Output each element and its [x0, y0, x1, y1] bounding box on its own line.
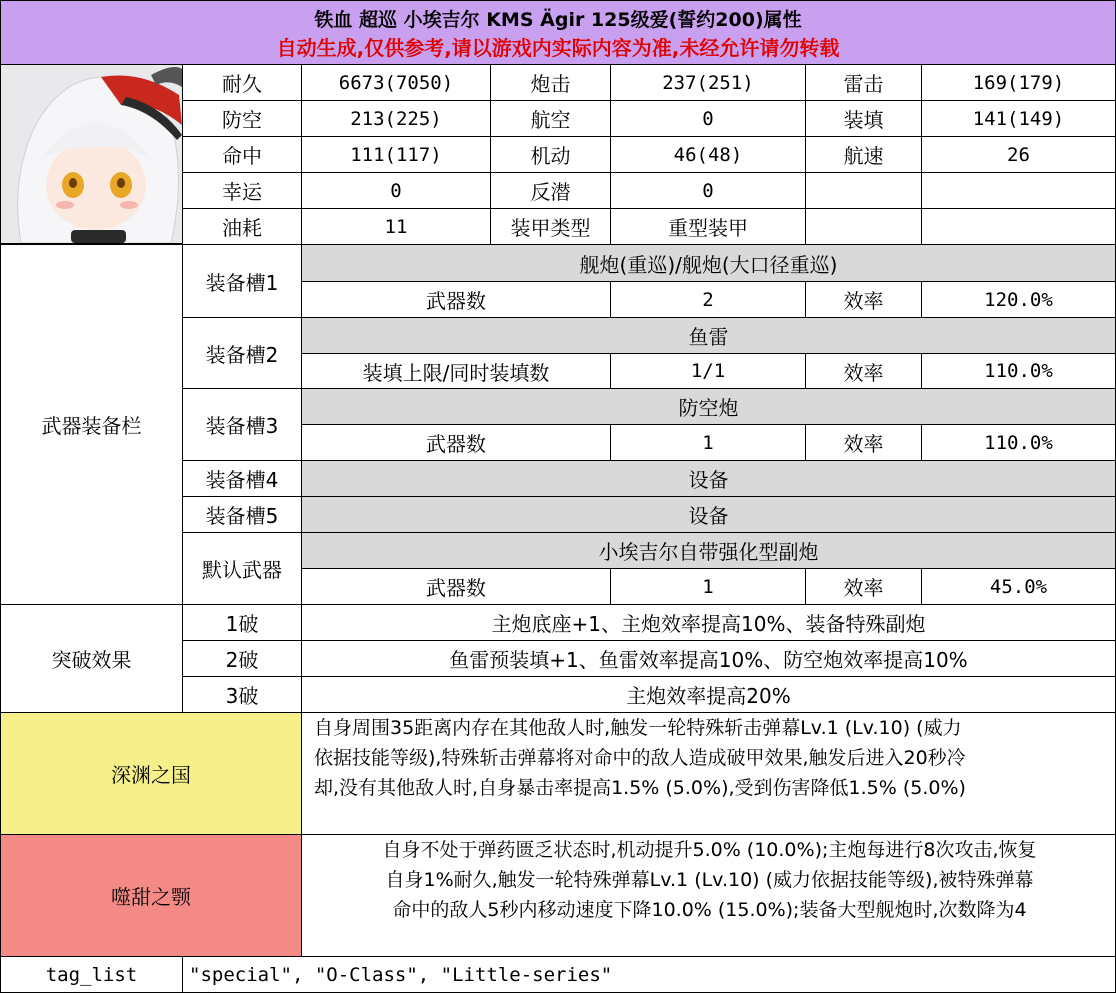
empty-cell [805, 208, 922, 245]
efficiency-label: 效率 [805, 353, 922, 389]
equipment-slot-name: 装备槽4 [182, 460, 302, 497]
character-portrait-icon [1, 65, 182, 243]
equipment-slot-type: 防空炮 [301, 388, 1116, 425]
skill-name: 深渊之国 [0, 712, 302, 835]
breakthrough-effect: 主炮底座+1、主炮效率提高10%、装备特殊副炮 [301, 604, 1116, 641]
stat-label: 反潜 [490, 172, 611, 209]
empty-cell [805, 172, 922, 209]
breakthrough-level: 1破 [182, 604, 302, 641]
efficiency-value: 120.0% [921, 281, 1116, 318]
stat-label: 航速 [805, 136, 922, 173]
stat-value: 111(117) [301, 136, 491, 173]
stat-label: 装填 [805, 100, 922, 137]
equipment-param-label: 装填上限/同时装填数 [301, 353, 611, 389]
stat-value: 0 [301, 172, 491, 209]
stat-value: 6673(7050) [301, 64, 491, 101]
efficiency-label: 效率 [805, 281, 922, 318]
stat-label: 耐久 [182, 64, 302, 101]
equipment-slot-name: 装备槽2 [182, 317, 302, 389]
tag-list-value: "special", "O-Class", "Little-series" [182, 956, 1116, 993]
stat-value: 237(251) [610, 64, 806, 101]
equipment-param-value: 2 [610, 281, 806, 318]
skill-description-line: 自身不处于弹药匮乏状态时,机动提升5.0% (10.0%);主炮每进行8次攻击,恢复 [382, 839, 1037, 861]
skill-description-line: 却,没有其他敌人时,自身暴击率提高1.5% (5.0%),受到伤害降低1.5% (5.0%) [314, 777, 966, 799]
skill-description-line: 自身1%耐久,触发一轮特殊弹幕Lv.1 (Lv.10) (威力依据技能等级),被特殊弹幕 [385, 869, 1034, 891]
breakthrough-level: 2破 [182, 640, 302, 677]
stat-label: 油耗 [182, 208, 302, 245]
efficiency-label: 效率 [805, 568, 922, 605]
efficiency-value: 110.0% [921, 424, 1116, 461]
equipment-param-label: 武器数 [301, 424, 611, 461]
equipment-slot-type: 小埃吉尔自带强化型副炮 [301, 532, 1116, 569]
stat-label: 防空 [182, 100, 302, 137]
efficiency-label: 效率 [805, 424, 922, 461]
skill-description [301, 712, 1116, 835]
equipment-slot-name: 默认武器 [182, 532, 302, 605]
character-portrait [0, 64, 183, 244]
equipment-slot-name: 装备槽5 [182, 496, 302, 533]
equipment-slot-type: 设备 [301, 496, 1116, 533]
tag-list-label: tag_list [0, 956, 183, 993]
empty-cell [921, 172, 1116, 209]
breakthrough-effect: 鱼雷预装填+1、鱼雷效率提高10%、防空炮效率提高10% [301, 640, 1116, 677]
stat-value: 11 [301, 208, 491, 245]
stat-label: 幸运 [182, 172, 302, 209]
notice-text: 自动生成,仅供参考,请以游戏内实际内容为准,未经允许请勿转载 [276, 35, 840, 60]
equipment-param-value: 1 [610, 424, 806, 461]
skill-description-line: 自身周围35距离内存在其他敌人时,触发一轮特殊斩击弹幕Lv.1 (Lv.10) (威力 [314, 717, 962, 739]
stat-value: 141(149) [921, 100, 1116, 137]
page-title: 铁血 超巡 小埃吉尔 KMS Ägir 125级爱(誓约200)属性 [314, 8, 802, 31]
stat-label: 炮击 [490, 64, 611, 101]
stat-value: 213(225) [301, 100, 491, 137]
stat-value: 0 [610, 172, 806, 209]
stat-label: 航空 [490, 100, 611, 137]
skill-description-line: 命中的敌人5秒内移动速度下降10.0% (15.0%);装备大型舰炮时,次数降为4 [392, 899, 1027, 921]
breakthrough-level: 3破 [182, 676, 302, 713]
stat-value: 169(179) [921, 64, 1116, 101]
stat-value: 26 [921, 136, 1116, 173]
stat-label: 命中 [182, 136, 302, 173]
equipment-slot-type: 鱼雷 [301, 317, 1116, 354]
stat-value: 0 [610, 100, 806, 137]
breakthrough-effect: 主炮效率提高20% [301, 676, 1116, 713]
equipment-slot-type: 舰炮(重巡)/舰炮(大口径重巡) [301, 244, 1116, 282]
equipment-slot-name: 装备槽3 [182, 388, 302, 461]
equipment-slot-name: 装备槽1 [182, 244, 302, 318]
stat-value: 重型装甲 [610, 208, 806, 245]
stat-label: 雷击 [805, 64, 922, 101]
empty-cell [921, 208, 1116, 245]
equipment-param-label: 武器数 [301, 568, 611, 605]
stat-value: 46(48) [610, 136, 806, 173]
equipment-param-value: 1 [610, 568, 806, 605]
equipment-section-label: 武器装备栏 [0, 244, 183, 605]
equipment-param-label: 武器数 [301, 281, 611, 318]
equipment-slot-type: 设备 [301, 460, 1116, 497]
skill-name: 噬甜之颚 [0, 834, 302, 957]
title-banner [0, 0, 1116, 65]
equipment-param-value: 1/1 [610, 353, 806, 389]
efficiency-value: 45.0% [921, 568, 1116, 605]
breakthrough-section-label: 突破效果 [0, 604, 183, 713]
stat-label: 机动 [490, 136, 611, 173]
skill-description-line: 依据技能等级),特殊斩击弹幕将对命中的敌人造成破甲效果,触发后进入20秒冷 [314, 747, 966, 769]
efficiency-value: 110.0% [921, 353, 1116, 389]
skill-description [301, 834, 1116, 957]
stat-label: 装甲类型 [490, 208, 611, 245]
